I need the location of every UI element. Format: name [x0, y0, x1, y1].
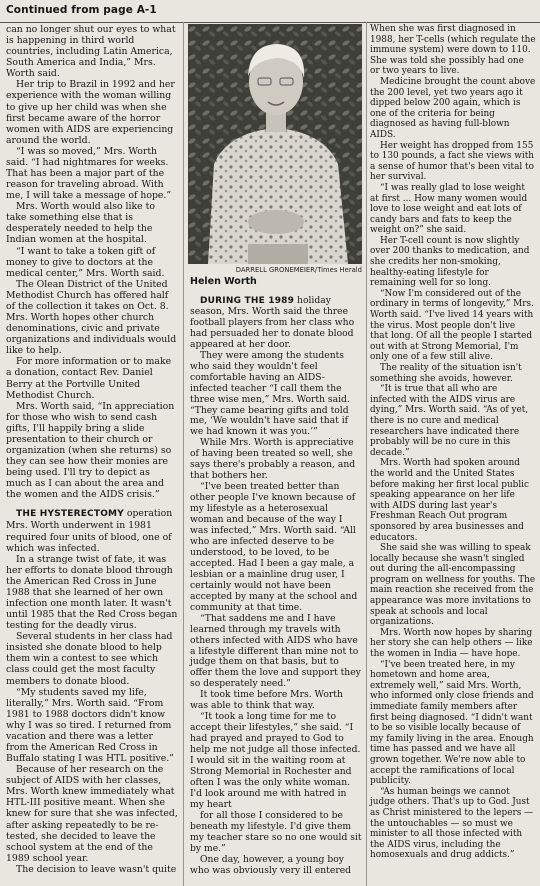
paragraph: The Olean District of the United Methodist Church has offered half of the collection it takes on Oct. 8. Mrs. Worth hopes other church denominations, civic and private organizations and individuals would like to help.	[6, 278, 177, 357]
continued-header	[0, 0, 540, 23]
article-column-2	[190, 296, 362, 877]
paragraph: In a strange twist of fate, it was her efforts to donate blood through the American Red Cross in June 1988 that she learned of her own infection one month later. It wasn't until 1985 that the Red Cross began testing for the deadly virus.	[6, 553, 178, 632]
paragraph: Mrs. Worth now hopes by sharing her story she can help others — like the women in India — have hope.	[370, 627, 533, 660]
paragraph: While Mrs. Worth is appreciative of having been treated so well, she says there's probably a reason, and that bothers her.	[190, 437, 356, 482]
continued-label: Continued from page A-1	[6, 4, 157, 16]
paragraph-text: holiday season, Mrs. Worth said the three football players from her class who had persuaded her to donate blood appeared at her door.	[190, 295, 355, 350]
section-lead: DURING THE 1989	[200, 296, 295, 306]
paragraph: Medicine brought the count above the 200 level, yet two years ago it dipped below 200 again, which is one of the criteria for being diagnosed as having full-blown AIDS.	[370, 76, 536, 140]
paragraph: “I was really glad to lose weight at first ... How many women would love to lose weight and eat lots of candy bars and fats to keep the weight on?” she said.	[370, 182, 528, 236]
photo-credit: DARRELL GRONEMEIER/Times Herald	[235, 266, 362, 274]
paragraph: One day, however, a young boy who was obviously very ill entered	[190, 853, 352, 876]
photo-caption: Helen Worth	[190, 276, 257, 287]
paragraph: “As human beings we cannot judge others. That's up to God. Just as Christ ministered to the lepers — the untouchables — so must we minister to all those infected with the AIDS virus, including the homosexuals and drug addicts.”	[370, 786, 533, 861]
section-lead: THE HYSTERECTOMY	[16, 509, 124, 520]
paragraph: “Now I'm considered out of the ordinary in terms of longevity,” Mrs. Worth said. “I've lived 14 years with the virus. Most people don't live that long. Of all the people I started out with at Strong Memorial, I'm only one of a few still alive.	[370, 288, 534, 363]
paragraph: The reality of the situation isn't something she avoids, however.	[370, 363, 522, 384]
column-rule-left	[183, 22, 184, 886]
column-rule-right	[366, 22, 367, 886]
paragraph: “I've been treated better than other people I've known because of my lifestyle as a heterosexual woman and because of the way I was infected,” Mrs. Worth said. “All who are infected deserve to be understood, to be loved, to be accepted. Had I been a gay male, a lesbian or a mainline drug user, I certainly would not have been accepted by many at the school and community at that time.	[190, 481, 358, 613]
paragraph: Several students in her class had insisted she donate blood to help them win a contest to see which class could get the most faculty members to donate blood.	[6, 631, 173, 687]
article-column-3	[370, 24, 536, 861]
paragraph: Her trip to Brazil in 1992 and her experience with the woman willing to give up her child was when she first became aware of the horror women with AIDS are experiencing around the world.	[6, 79, 175, 146]
paragraph: “It is true that all who are infected with the AIDS virus are dying,” Mrs. Worth said. “As of yet, there is no cure and medical researchers have indicated there probably will be no cure in this decade.”	[370, 384, 529, 458]
paragraph: can no longer shut our eyes to what is happening in third world countries, including Latin America, South America and India,” Mrs. Worth said.	[6, 24, 176, 80]
paragraph: It took time before Mrs. Worth was able to think that way.	[190, 689, 343, 712]
portrait-image	[188, 24, 362, 264]
paragraph: for all those I considered to be beneath my lifestyle. I'd give them my teacher stare so no one would sit by me.”	[190, 809, 362, 854]
paragraph: Mrs. Worth said, “In appreciation for those who wish to send cash gifts, I'll happily bring a slide presentation to their church or organization (when she returns) so they can see how their monies are being used. I'll try to depict as much as I can about the area and the women and the AIDS crisis.”	[6, 400, 175, 501]
paragraph: She said she was willing to speak locally because she wasn't singled out during the all-encompassing program on wellness for youths. The main reaction she received from the appearance was more invitations to speak at schools and local organizations.	[370, 543, 536, 628]
paragraph: “That saddens me and I have learned through my travels with others infected with AIDS who have a lifestyle different than mine not to judge them on that basis, but to offer them the love and support they so desperately need.”	[190, 612, 361, 690]
paragraph: Because of her research on the subject of AIDS with her classes, Mrs. Worth knew immediately what HTL-III positive meant. When she knew for sure that she was infected, after asking repeatedly to be re-tested, she decided to leave the school system at the end of the 1989 school year.	[6, 764, 178, 864]
paragraph: Her T-cell count is now slightly over 200 thanks to medication, and she credits her non-smoking, healthy-eating lifestyle for remaining well for so long.	[370, 235, 530, 289]
paragraph: Her weight has dropped from 155 to 130 pounds, a fact she views with a sense of humor that's been vital to her survival.	[370, 140, 535, 183]
paragraph: The decision to leave wasn't quite	[16, 863, 177, 875]
paragraph: Mrs. Worth had spoken around the world and the United States before making her first local public speaking appearance on her life with AIDS during last year's Freshman Reach Out program sponsored by area businesses and educators.	[370, 458, 529, 543]
paragraph-text: operation Mrs. Worth underwent in 1981 required four units of blood, one of which was infected.	[6, 508, 173, 554]
paragraph: When she was first diagnosed in 1988, her T-cells (which regulate the immune system) were down to 110. She was told she possibly had one or two years to live.	[370, 24, 536, 77]
paragraph: They were among the students who said they wouldn't feel comfortable having an AIDS-infected teacher “I call them the three wise men,” Mrs. Worth said. “They came bearing gifts and told me, ‘We wouldn't have said that if we had known it was you.’”	[190, 349, 350, 438]
paragraph: “I've been treated here, in my hometown and home area, extremely well,” said Mrs. Worth, who informed only close friends and immediate family members after first being diagnosed. “I didn't want to be so visible locally because of my family living in the area. Enough time has passed and we have all grown together. We're now able to accept the ramifications of local publicity.	[370, 659, 534, 787]
paragraph: “It took a long time for me to accept their lifestyles,” she said. “I had prayed and prayed to God to help me not judge all those infected. I would sit in the waiting room at Strong Memorial in Rochester and often I was the only white woman. I'd look around me with hatred in my heart	[190, 711, 361, 810]
paragraph: “I was so moved,” Mrs. Worth said. “I had nightmares for weeks. That has been a major part of the reason for traveling abroad. With me, I will take a message of hope.”	[6, 145, 172, 202]
paragraph: “My students saved my life, literally,” Mrs. Worth said. “From 1981 to 1988 doctors didn't know why I was so tired. I returned from vacation and there was a letter from the American Red Cross in Buffalo stating I was HTL positive.”	[6, 686, 174, 765]
paragraph: “I want to take a token gift of money to give to doctors at the medical center,” Mrs. Worth said.	[6, 245, 165, 279]
article-column-1	[6, 24, 178, 875]
section-lead-paragraph	[190, 296, 362, 351]
portrait-photo	[188, 24, 362, 264]
paragraph: Mrs. Worth would also like to take something else that is desperately needed to help the Indian women at the hospital.	[6, 201, 155, 246]
section-lead-paragraph	[6, 508, 178, 553]
paragraph: For more information or to make a donation, contact Rev. Daniel Berry at the Portville United Methodist Church.	[6, 356, 172, 401]
